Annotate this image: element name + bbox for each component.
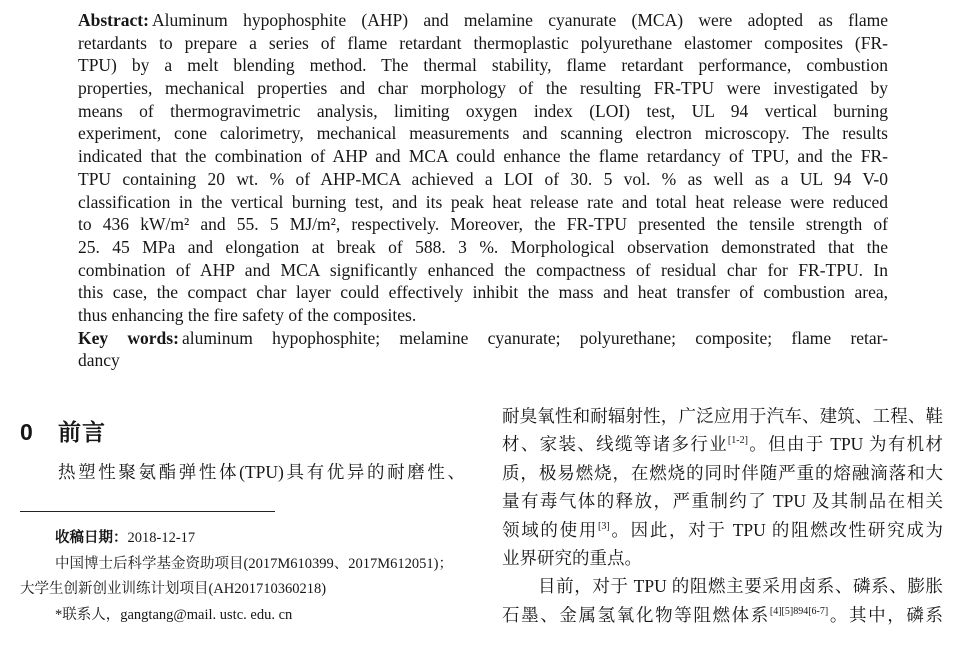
abstract: [78, 9, 888, 372]
abstract-label: Abstract:: [78, 10, 149, 30]
footnote-divider: [20, 511, 275, 512]
body-text: 。因此，对于 TPU 的阻燃改性研究成为: [609, 519, 944, 540]
body-line: 量有毒气体的释放，严重制约了 TPU 及其制品在相关: [502, 491, 943, 512]
body-text: 领域的使用: [502, 519, 599, 540]
abstract-line: TPU containing 20 wt. % of AHP-MCA achieved a LOI of 30. 5 vol. % as well as a UL 94 V-0: [78, 168, 888, 189]
citation-ref: [4][5]894[6-7]: [769, 605, 829, 617]
body-line: [502, 516, 943, 544]
section-title: 前言: [58, 419, 106, 445]
abstract-line: this case, the compact char layer could effectively inhibit the mass and heat transfer of combustion area,: [78, 282, 888, 303]
abstract-line: experiment, cone calorimetry, mechanical measurements and scanning electron microscopy. The results: [78, 123, 888, 144]
contact-note: *联系人，gangtang@mail. ustc. edu. cn: [55, 607, 293, 624]
introduction-left-column: [58, 458, 465, 486]
abstract-line: means of thermogravimetric analysis, limiting oxygen index (LOI) test, UL 94 vertical burning: [78, 100, 888, 121]
abstract-line: combination of AHP and MCA significantly enhanced the compactness of residual char for FR-TPU. In: [78, 259, 888, 280]
body-line: 目前，对于 TPU 的阻燃主要采用卤系、磷系、膨胀: [538, 576, 943, 597]
body-line: 质，极易燃烧，在燃烧的同时伴随严重的熔融滴落和大: [502, 462, 943, 483]
abstract-line: to 436 kW/m² and 55. 5 MJ/m², respectively. Moreover, the FR-TPU presented the tensile strength of: [78, 214, 888, 235]
body-text: 。但由于 TPU 为有机材: [747, 434, 943, 455]
funding-note: 大学生创新创业训练计划项目(AH201710360218): [20, 581, 327, 598]
funding-note: 中国博士后科学基金资助项目(2017M610399、2017M612051)；: [55, 555, 453, 572]
abstract-line: retardants to prepare a series of flame retardant thermoplastic polyurethane elastomer composites (FR-: [78, 32, 888, 53]
body-line: [502, 430, 943, 458]
footnotes: [20, 526, 480, 629]
abstract-line-text: Aluminum hypophosphite (AHP) and melamine cyanurate (MCA) were adopted as flame: [151, 10, 888, 30]
received-date-label: 收稿日期：: [55, 530, 128, 546]
body-line: [502, 601, 943, 629]
body-line: 耐臭氧性和耐辐射性，广泛应用于汽车、建筑、工程、鞋: [502, 406, 943, 426]
body-line: 业界研究的重点。: [502, 547, 642, 568]
abstract-line: classification in the vertical burning test, and its peak heat release rate and total heat release were reduced: [78, 191, 888, 212]
citation-ref: [1-2]: [727, 435, 748, 447]
keywords-text: aluminum hypophosphite; melamine cyanurate; polyurethane; composite; flame retar-: [181, 327, 888, 348]
section-number: 0: [20, 419, 33, 445]
abstract-line: TPU) by a melt blending method. The thermal stability, flame retardant performance, combustion: [78, 55, 888, 76]
abstract-line: indicated that the combination of AHP and MCA could enhance the flame retardancy of TPU, and the FR-: [78, 146, 888, 167]
body-line: 热塑性聚氨酯弹性体(TPU)具有优异的耐磨性、: [58, 462, 465, 482]
abstract-line: 25. 45 MPa and elongation at break of 588. 3 %. Morphological observation demonstrated that the: [78, 236, 888, 257]
introduction-right-column: [502, 402, 943, 629]
abstract-line: [78, 9, 888, 32]
abstract-line: properties, mechanical properties and char morphology of the resulting FR-TPU were investigated by: [78, 78, 888, 99]
received-date-value: 2018-12-17: [127, 530, 196, 546]
body-text: 石墨、金属氢氧化物等阻燃体系: [502, 604, 770, 625]
keywords-line: [78, 327, 888, 350]
body-text: 材、家装、线缆等诸多行业: [502, 434, 728, 455]
received-date-note: [20, 526, 480, 552]
keywords-label: Key words:: [78, 327, 179, 348]
keywords-line: dancy: [78, 350, 120, 371]
body-text: 。其中，磷系: [828, 604, 944, 625]
abstract-line: thus enhancing the fire safety of the composites.: [78, 304, 417, 325]
citation-ref: [3]: [598, 520, 610, 532]
